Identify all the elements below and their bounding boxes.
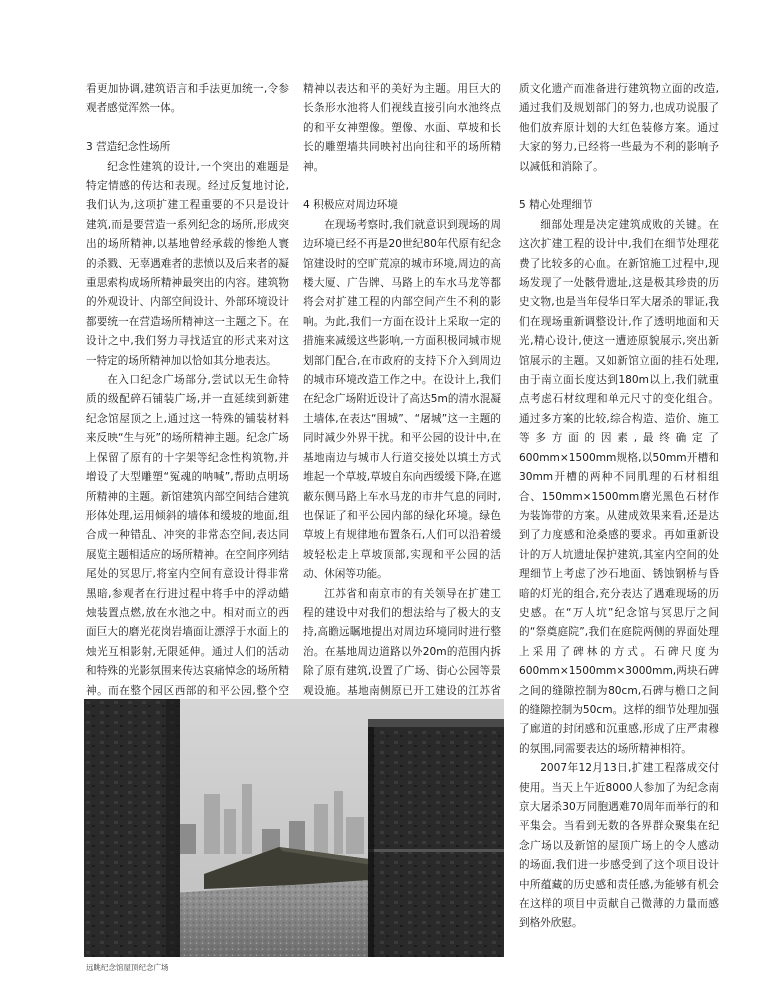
text-column-1 bbox=[86, 80, 289, 720]
paragraph: 在入口纪念广场部分,尝试以无生命特质的级配碎石铺装广场,并一直延续到新建纪念馆屋顶之上,通过这一特殊的铺装材料来反映“生与死”的场所精神主题。纪念广场上保留了原有的十字架等纪念性构筑物,并增设了大型雕塑“冤魂的呐喊”,帮助点明场所精神的主题。新馆建筑内部空间结合建筑形体处理,运用倾斜的墙体和缓坡的地面,组合成一种错乱、冲突的非常态空间,表达同展览主题相适应的场所精神。在空间序列结尾处的冥思厅,将室内空间有意设计得非常黑暗,参观者在行进过程中将手中的浮动蜡烛装置点燃,放在水池之中。相对而立的西面巨大的磨光花岗岩墙面让漂浮于水面上的烛光互相影射,无限延伸。通过人们的活动和特殊的光影氛围来传达哀痛悼念的场所精神。而在整个园区西部的和平公园,整个空 bbox=[86, 374, 289, 697]
paragraph: 在现场考察时,我们就意识到现场的周边环境已经不再是20世纪80年代原有纪念馆建设时的空旷荒凉的城市环境,周边的高楼大厦、广告牌、马路上的车水马龙等都将会对扩建工程的内部空间产生不利的影响。为此,我们一方面在设计上采取一定的措施来减缓这些影响,一方面积极同城市规划部门配合,在市政府的支持下介入到周边的城市环境改造工作之中。在设计上,我们在纪念广场附近设计了高达5m的清水混凝土墙体,在表达“围城”、“屠城”这一主题的同时减少外界干扰。和平公园的设计中,在基地南边与城市人行道交接处以填土方式堆起一个草坡,草坡自东向西缓缓下降,在遮蔽东侧马路上车水马龙的市井气息的同时,也保证了和平公园内部的绿化环境。绿色草坡上有规律地布置条石,人们可以沿着缓坡轻松走上草坡顶部,实现和平公园的活动、休闲等功能。 bbox=[303, 218, 501, 581]
paragraph: 纪念性建筑的设计,一个突出的难题是特定情感的传达和表现。经过反复地讨论,我们认为,这项扩建工程重要的不只是设计建筑,而是要营造一系列纪念的场所,形成突出的场所精神,以基地曾经承载的惨绝人寰的杀戮、无辜遇难者的悲愤以及后来者的凝重思索构成场所精神最突出的内容。建筑物的外观设计、内部空间设计、外部环境设计都要统一在营造场所精神这一主题之下。在设计之中,我们努力寻找适宜的形式来对这一特定的场所精神加以恰如其分地表达。 bbox=[86, 160, 289, 367]
paragraph: 江苏省和南京市的有关领导在扩建工程的建设中对我们的想法给与了极大的支持,高瞻远瞩地提出对周边环境同时进行整治。在基地周边道路以外20m的范围内拆除了原有建筑,设置了广场、街心公园等景观设施。基地南侧原已开工建设的江苏省 bbox=[303, 587, 501, 697]
paragraph: 细部处理是决定建筑成败的关键。在这次扩建工程的设计中,我们在细节处理花费了比较多的心血。在新馆施工过程中,现场发现了一处骸骨遗址,这是极其珍贵的历史文物,也是当年侵华日军大屠杀的罪证,我们在现场重新调整设计,作了透明地面和天光,精心设计,使这一遭迹原貌展示,突出新馆展示的主题。又如新馆立面的挂石处理,由于南立面长度达到180m以上,我们就重点考虑石材纹理和单元尺寸的变化组合。通过多方案的比较,综合构造、造价、施工等多方面的因素,最终确定了600mm×1500mm规格,以50mm开槽和30mm开槽的两种不同肌理的石材相组合、150mm×1500mm磨光黑色石材作为装饰带的方案。从建成效果来看,还是达到了力度感和沧桑感的要求。再如重新设计的万人坑遗址保护建筑,其室内空间的处理细节上考虑了沙石地面、锈蚀钢桥与昏暗的灯光的组合,充分表达了遇难现场的历史感。在“万人坑”纪念馆与冥思厅之间的“祭奠庭院”,我们在庭院两侧的界面处理上采用了碑林的方式。石碑尺度为600mm×1500mm×3000mm,两块石碑之间的缝隙控制为80cm,石碑与檐口之间的缝隙控制为50cm。这样的细节处理加强了廊道的封闭感和沉重感,形成了庄严肃穆的氛围,同需要表达的场所精神相符。 bbox=[519, 218, 719, 755]
photo-caption: 远眺纪念馆屋顶纪念广场 bbox=[86, 963, 169, 972]
text-column-3 bbox=[519, 80, 719, 934]
paragraph-lead: 质文化遗产而准备进行建筑物立面的改造,通过我们及规划部门的努力,也成功说服了他们放弃原计划的大红色装修方案。通过大家的努力,已经将一些最为不利的影响予以减低和消除了。 bbox=[519, 83, 719, 173]
paragraph-lead: 精神以表达和平的美好为主题。用巨大的长条形水池将人们视线直接引向水池终点的和平女神塑像。塑像、水面、草坡和长长的雕塑墙共同映衬出向往和平的场所精神。 bbox=[303, 83, 501, 173]
memorial-roof-plaza-photo bbox=[84, 699, 504, 957]
paragraph-lead: 看更加协调,建筑语言和手法更加统一,令参观者感觉浑然一体。 bbox=[86, 83, 289, 115]
section-heading-3: 3 营造纪念性场所 bbox=[86, 141, 171, 154]
section-heading-5: 5 精心处理细节 bbox=[519, 199, 593, 212]
text-column-2 bbox=[303, 80, 501, 759]
paragraph: 2007年12月13日,扩建工程落成交付使用。当天上午近8000人参加了为纪念南京大屠杀30万同胞遇难70周年而举行的和平集会。当看到无数的各界群众聚集在纪念广场以及新馆的屋顶广场上的令人感动的场面,我们进一步感受到了这个项目设计中所蕴藏的历史感和责任感,为能够有机会在这样的项目中贡献自己微薄的力量而感到格外欣慰。 bbox=[519, 762, 719, 930]
section-heading-4: 4 积极应对周边环境 bbox=[303, 199, 398, 212]
